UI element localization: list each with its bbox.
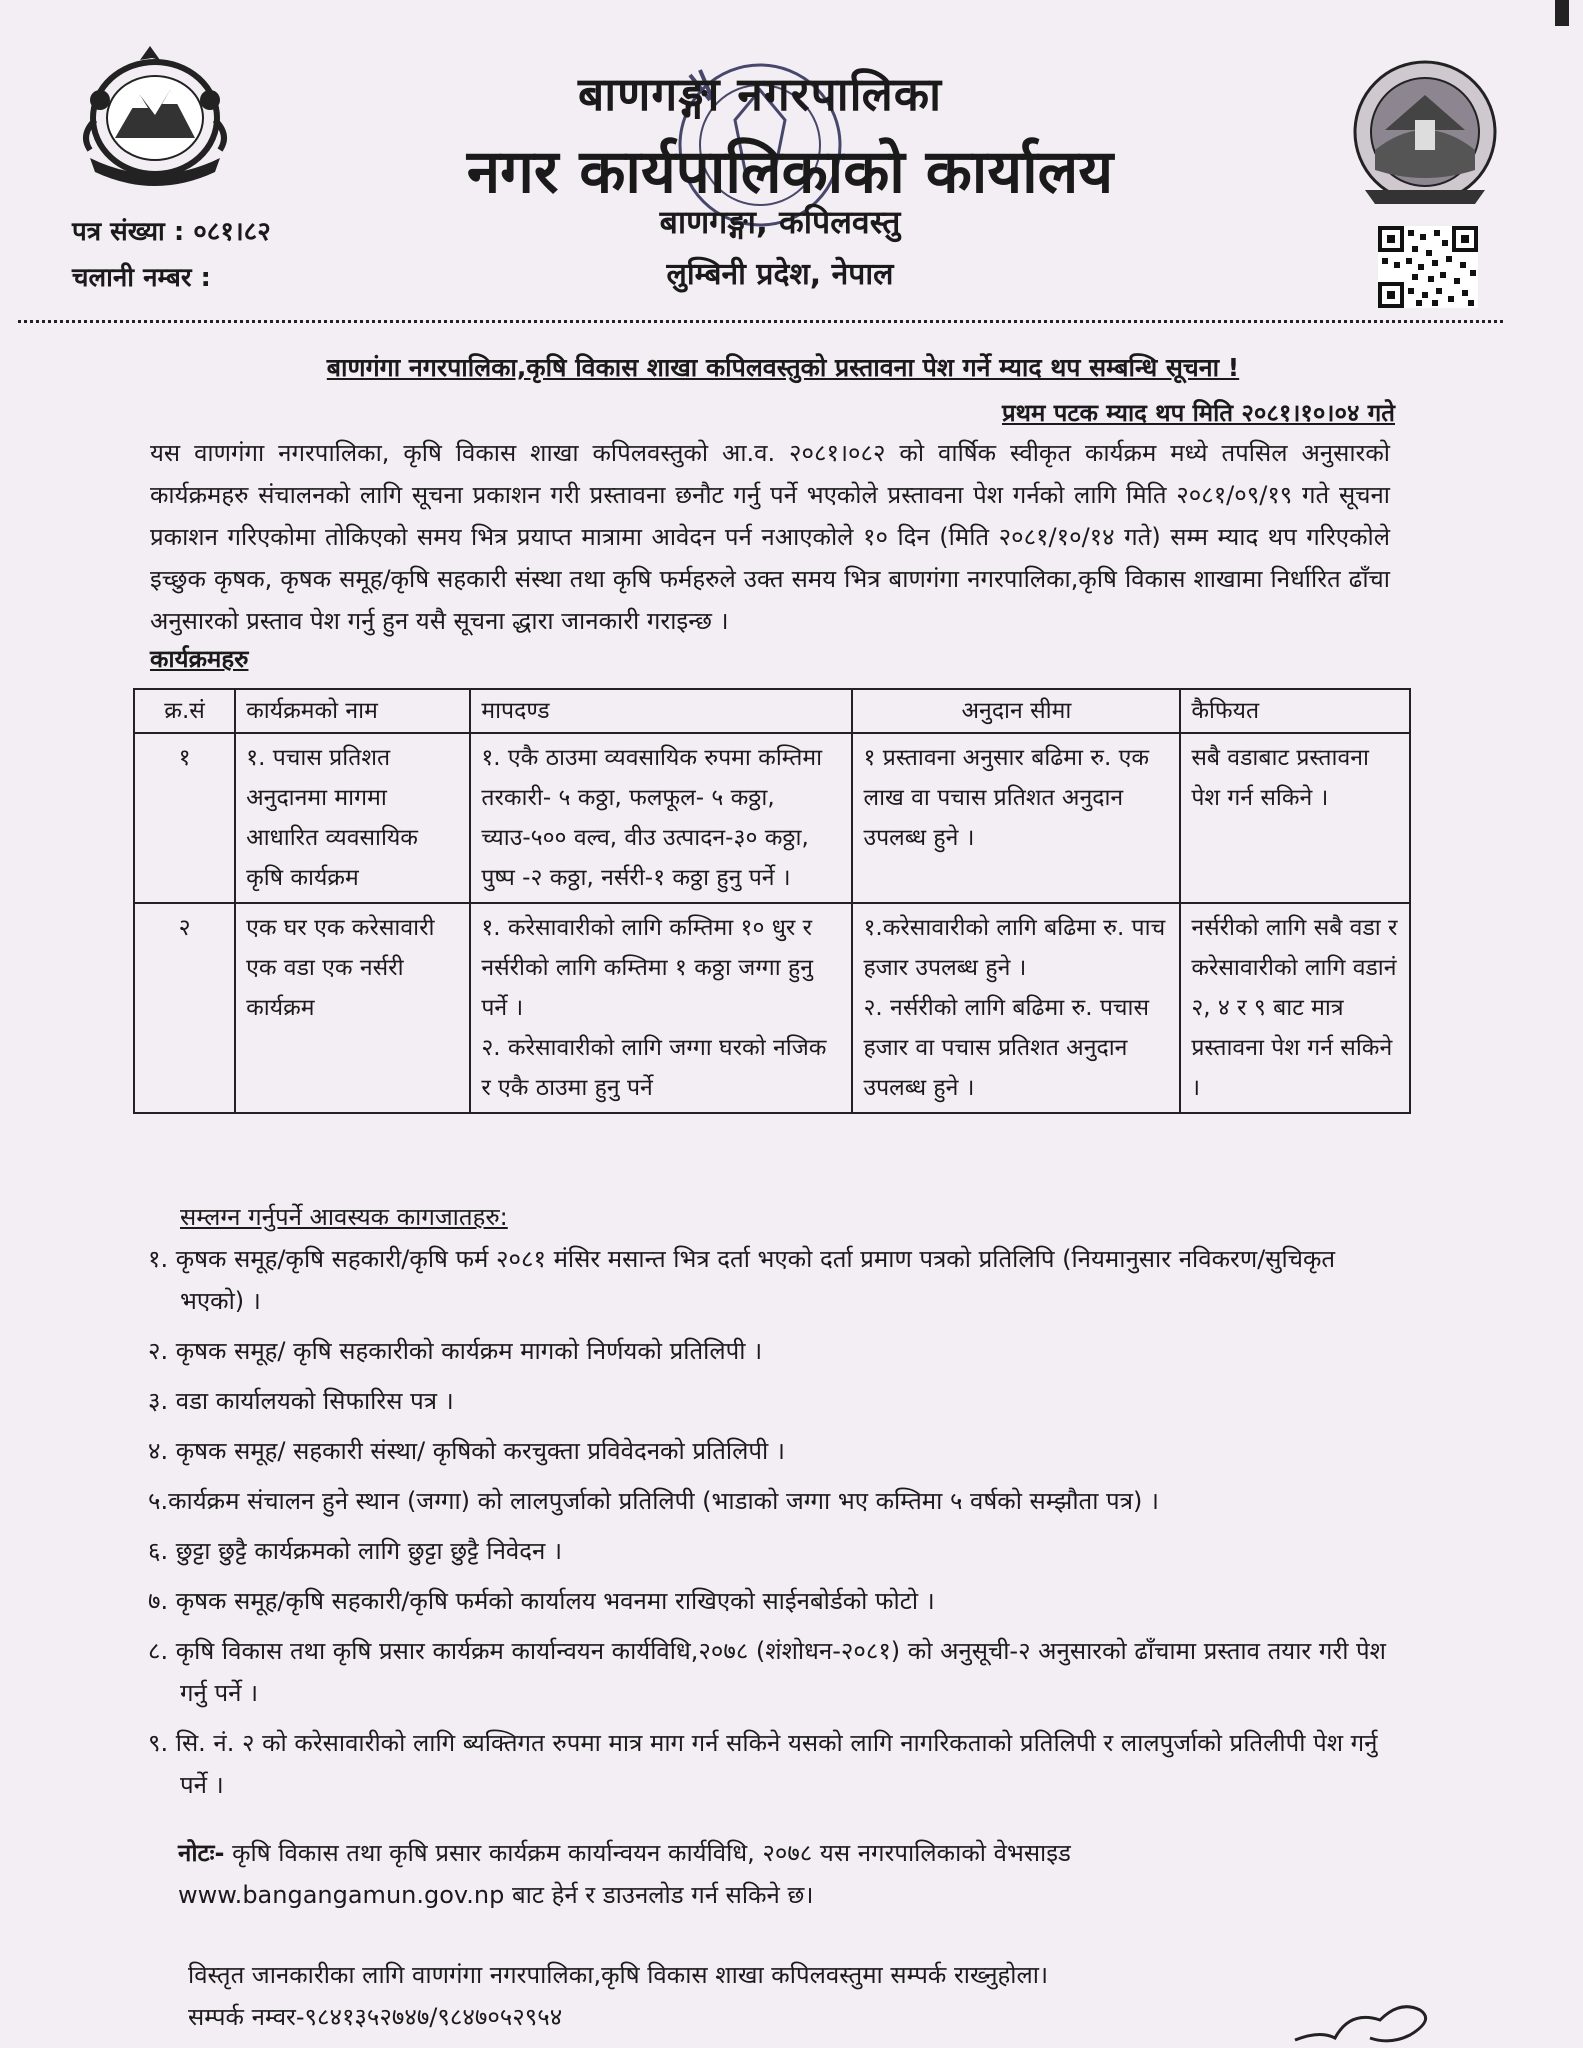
row-sn: २ [134,903,235,1113]
list-item: ५.कार्यक्रम संचालन हुने स्थान (जग्गा) को लालपुर्जाको प्रतिलिपी (भाडाको जग्गा भए कम्तिमा ५ वर्षको सम्झौता पत्र) । [148,1487,1160,1515]
list-item: १. कृषक समूह/कृषि सहकारी/कृषि फर्म २०८१ मंसिर मसान्त भित्र दर्ता भएको दर्ता प्रमाण पत्रको प्रतिलिपि (नियमानुसार नविकरण/सुचिकृत भएको) । [148,1245,1336,1315]
programs-table [133,688,1411,1114]
note-text: कृषि विकास तथा कृषि प्रसार कार्यक्रम कार्यान्वयन कार्यविधि, २०७८ यस नगरपालिकाको वेभसाइड www.bangangamun.gov.np बाट हेर्न र डाउनलोड गर्न सकिने छ। [178,1839,1071,1909]
row-remarks: सबै वडाबाट प्रस्तावना पेश गर्न सकिने । [1180,733,1410,903]
contact-phone: सम्पर्क नम्वर-९८४१३५२७४७/९८४७०५२९५४ [188,2003,563,2031]
list-item: ९. सि. नं. २ को करेसावारीको लागि ब्यक्तिगत रुपमा मात्र माग गर्न सकिने यसको लागि नागरिकताको प्रतिलिपी र लालपुर्जाको प्रतिलीपी पेश गर्नु पर्ने । [148,1729,1378,1799]
office-name: नगर कार्यपालिकाको कार्यालय [466,137,1114,207]
qr-code-icon [1378,226,1478,308]
list-item: ४. कृषक समूह/ सहकारी संस्था/ कृषिको करचुक्ता प्रविवेदनको प्रतिलिपी । [148,1437,785,1465]
table-header-row [134,689,1410,733]
municipality-logo-icon [1345,50,1505,210]
dispatch-number: चलानी नम्बर : [72,263,211,293]
row-grant [852,733,1180,903]
requirements-list [148,1238,1388,1814]
note-label: नोटः- [178,1839,225,1867]
row-sn: १ [134,733,235,903]
letter-number: पत्र संख्या : ०८१।८२ [72,217,271,247]
list-item: ३. वडा कार्यालयको सिफारिस पत्र । [148,1387,454,1415]
header-divider [18,320,1503,323]
criteria-item: १. एकै ठाउमा व्यवसायिक रुपमा कम्तिमा तरकारी- ५ कठ्ठा, फलफूल- ५ कठ्ठा, च्याउ-५०० वल्व, वीउ उत्पादन-३० कठ्ठा, पुष्प -२ कठ्ठा, नर्सरी-१ कठ्ठा हुनु पर्ने । [481,745,823,891]
col-header-remarks: कैफियत [1180,689,1410,733]
note-block [178,1832,1378,1916]
criteria-item: २. करेसावारीको लागि जग्गा घरको नजिक र एकै ठाउमा हुनु पर्ने [481,1035,827,1101]
programs-heading: कार्यक्रमहरु [150,645,249,673]
notice-title: बाणगंगा नगरपालिका,कृषि विकास शाखा कपिलवस्तुको प्रस्तावना पेश गर्ने म्याद थप सम्बन्धि सूचना ! [326,353,1240,382]
list-item: ८. कृषि विकास तथा कृषि प्रसार कार्यक्रम कार्यान्वयन कार्यविधि,२०७८ (शंशोधन-२०८१) को अनुसूची-२ अनुसारको ढाँचामा प्रस्ताव तयार गरी पेश गर्नु पर्ने । [148,1637,1387,1707]
grant-item: १ प्रस्तावना अनुसार बढिमा रु. एक लाख वा पचास प्रतिशत अनुदान उपलब्ध हुने । [863,745,1150,851]
grant-item: २. नर्सरीको लागि बढिमा रु. पचास हजार वा पचास प्रतिशत अनुदान उपलब्ध हुने । [863,995,1150,1101]
notice-body: यस वाणगंगा नगरपालिका, कृषि विकास शाखा कपिलवस्तुको आ.व. २०८१।०८२ को वार्षिक स्वीकृत कार्यक्रम मध्ये तपसिल अनुसारको कार्यक्रमहरु संचालनको लागि सूचना प्रकाशन गरी प्रस्तावना छनौट गर्नु पर्ने भएकोले प्रस्तावना पेश गर्नको लागि मिति २०८१/०९/१९ गते सूचना प्रकाशन गरिएकोमा तोकिएको समय भित्र प्रयाप्त मात्रामा आवेदन पर्न नआएकोले १० दिन (मिति २०८१/१०/१४ गते) सम्म म्याद थप गरिएकोले इच्छुक कृषक, कृषक समूह/कृषि सहकारी संस्था तथा कृषि फर्महरुले उक्त समय भित्र बाणगंगा नगरपालिका,कृषि विकास शाखामा निर्धारित ढाँचा अनुसारको प्रस्ताव पेश गर्नु हुन यसै सूचना द्धारा जानकारी गराइन्छ । [150,439,1390,635]
row-grant [852,903,1180,1113]
row-program-name: एक घर एक करेसावारी एक वडा एक नर्सरी कार्यक्रम [235,903,470,1113]
contact-info: विस्तृत जानकारीका लागि वाणगंगा नगरपालिका,कृषि विकास शाखा कपिलवस्तुमा सम्पर्क राख्नुहोला। [188,1961,1049,1989]
nepal-emblem-icon [70,40,240,190]
list-item: ६. छुट्टा छुट्टै कार्यक्रमको लागि छुट्टा छुट्टै निवेदन । [148,1537,563,1565]
col-header-grant: अनुदान सीमा [852,689,1180,733]
extension-subheading: प्रथम पटक म्याद थप मिति २०८१।१०।०४ गते [1002,399,1395,427]
list-item: ७. कृषक समूह/कृषि सहकारी/कृषि फर्मको कार्यालय भवनमा राखिएको साईनबोर्डको फोटो । [148,1587,935,1615]
col-header-criteria: मापदण्ड [470,689,852,733]
municipality-name: बाणगङ्गा नगरपालिका [577,67,942,121]
grant-item: १.करेसावारीको लागि बढिमा रु. पाच हजार उपलब्ध हुने । [863,915,1166,981]
signature-icon [1290,1990,1450,2048]
office-district: बाणगङ्गा, कपिलवस्तु [659,203,901,241]
table-row [134,733,1410,903]
col-header-name: कार्यक्रमको नाम [235,689,470,733]
row-remarks: नर्सरीको लागि सबै वडा र करेसावारीको लागि वडानं २, ४ र ९ बाट मात्र प्रस्तावना पेश गर्न सकिने । [1180,903,1410,1113]
office-province: लुम्बिनी प्रदेश, नेपाल [666,257,894,292]
row-criteria [470,903,852,1113]
col-header-sn: क्र.सं [134,689,235,733]
row-criteria [470,733,852,903]
scan-edge-mark [1555,0,1569,26]
row-program-name: १. पचास प्रतिशत अनुदानमा मागमा आधारित व्यवसायिक कृषि कार्यक्रम [235,733,470,903]
table-row [134,903,1410,1113]
list-item: २. कृषक समूह/ कृषि सहकारीको कार्यक्रम मागको निर्णयको प्रतिलिपी । [148,1337,763,1365]
requirements-heading: सम्लग्न गर्नुपर्ने आवस्यक कागजातहरु: [180,1203,508,1231]
criteria-item: १. करेसावारीको लागि कम्तिमा १० धुर र नर्सरीको लागि कम्तिमा १ कठ्ठा जग्गा हुनु पर्ने । [481,915,813,1021]
